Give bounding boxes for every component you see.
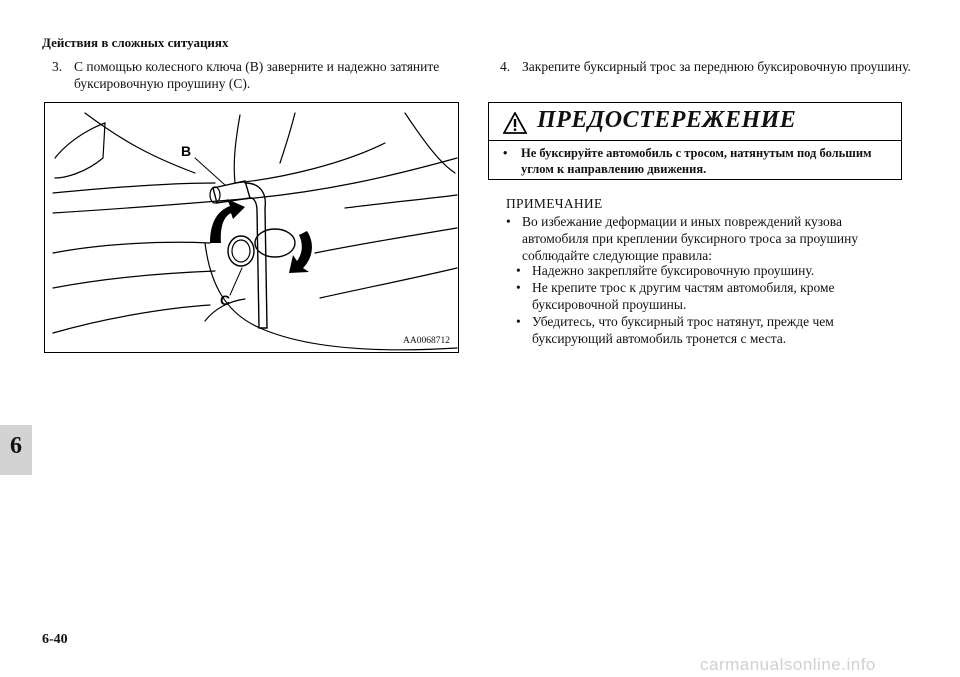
page-number: 6-40 [42, 632, 68, 647]
warning-bullet: • [503, 146, 508, 160]
note-item [506, 213, 906, 265]
sub-text: Убедитесь, что буксирный трос натянут, прежде чем буксирующий автомобиль тронется с места. [532, 314, 834, 346]
note-sub-item [516, 279, 906, 313]
step-3 [52, 58, 472, 98]
sub-bullet: • [516, 280, 521, 295]
note-heading: ПРИМЕЧАНИЕ [506, 196, 603, 211]
figure-code: AA0068712 [403, 336, 450, 346]
note-text: Во избежание деформации и иных повреждений кузова автомобиля при креплении буксирного троса за проушину соблюдайте следующие правила: [522, 214, 859, 263]
sub-bullet: • [516, 263, 521, 278]
label-c: C [220, 292, 231, 308]
warning-triangle-icon [503, 112, 527, 139]
chapter-tab [0, 425, 32, 475]
step-4-text: Закрепите буксирный трос за переднюю буксировочную проушину. [522, 59, 911, 74]
section-title: Действия в сложных ситуациях [42, 35, 229, 50]
watermark: carmanualsonline.info [700, 655, 876, 674]
step-4 [500, 58, 920, 98]
tow-hook-illustration [44, 102, 459, 353]
sub-bullet: • [516, 314, 521, 329]
note-sub-item [516, 313, 906, 347]
warning-header [489, 103, 901, 141]
bumper-line-drawing [45, 103, 459, 353]
step-3-text: С помощью колесного ключа (B) заверните и надежно затяните буксировочную проушину (C). [74, 59, 440, 91]
label-b: B [181, 143, 192, 159]
note-sub-item [516, 262, 906, 279]
sub-text: Надежно закрепляйте буксировочную проушину. [532, 263, 815, 278]
note-bullet: • [506, 214, 511, 229]
warning-title: ПРЕДОСТЕРЕЖЕНИЕ [537, 107, 797, 133]
chapter-number: 6 [10, 433, 22, 459]
warning-text: Не буксируйте автомобиль с тросом, натянутым под большим углом к направлению движения. [521, 146, 872, 176]
step-4-number: 4. [500, 59, 511, 74]
sub-text: Не крепите трос к другим частям автомобиля, кроме буксировочной проушины. [532, 280, 835, 312]
warning-box [488, 102, 902, 180]
step-3-number: 3. [52, 59, 63, 74]
